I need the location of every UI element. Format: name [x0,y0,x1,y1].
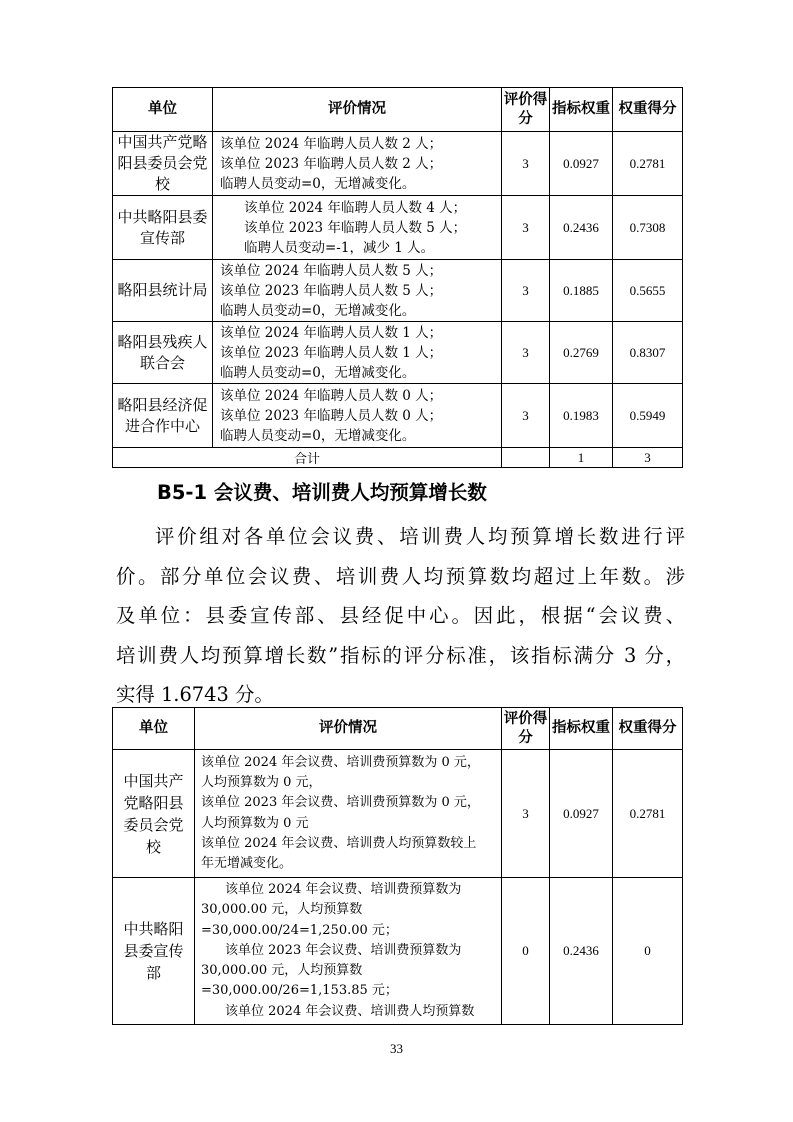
paragraph-line: 及单位：县委宣传部、县经促中心。因此，根据“会议费、 [116,604,685,627]
score-cell: 0 [502,878,550,1025]
unit-cell: 中共略阳县委宣传部 [113,878,195,1025]
eval-line: 临聘人员变动=0，无增减变化。 [220,302,416,319]
eval-line: 该单位 2024 年临聘人员人数 5 人； [220,262,443,279]
eval-cell [213,384,502,448]
header-weighted: 权重得分 [613,708,683,750]
total-row [113,448,683,468]
paragraph-line: 实得 1.6743 分。 [116,683,274,706]
score-cell: 3 [502,132,550,196]
header-eval: 评价情况 [195,708,502,750]
weight-cell: 0.1983 [550,384,613,448]
budget-table [112,707,683,1025]
header-weighted: 权重得分 [613,88,683,132]
unit-cell: 略阳县经济促进合作中心 [113,384,213,448]
staff-table [112,87,683,468]
score-cell: 3 [502,750,550,878]
eval-cell [195,750,502,878]
eval-line: 该单位 2024 年临聘人员人数 4 人； [244,199,467,216]
paragraph-line: 评价组对各单位会议费、培训费人均预算增长数进行评 [155,525,685,548]
header-weight: 指标权重 [550,88,613,132]
eval-line: 该单位 2023 年临聘人员人数 0 人； [220,407,443,424]
score-cell: 3 [502,384,550,448]
unit-cell: 中国共产党略阳县委员会党校 [113,132,213,196]
eval-cell [195,878,502,1025]
weight-cell: 0.2436 [550,196,613,260]
weight-cell: 0.0927 [550,132,613,196]
weighted-cell: 0.2781 [613,750,683,878]
eval-line: 该单位 2023 年临聘人员人数 5 人； [244,219,467,236]
eval-line: =30,000.00/24=1,250.00 元； [201,922,398,938]
total-score-cell [502,448,550,468]
paragraph-line: 价。部分单位会议费、培训费人均预算数均超过上年数。涉 [116,564,685,588]
page-number: 33 [390,1041,403,1056]
eval-line: =30,000.00/26=1,153.85 元； [201,983,398,999]
eval-line: 该单位 2023 年会议费、培训费预算数为 0 元， [201,795,480,811]
weight-cell: 0.2769 [550,322,613,384]
unit-cell: 中国共产党略阳县委员会党校 [113,750,195,878]
eval-line: 该单位 2024 年会议费、培训费人均预算数较上 [201,835,477,851]
weight-cell: 0.2436 [550,878,613,1025]
header-score: 评价得分 [502,88,550,132]
unit-cell: 略阳县残疾人联合会 [113,322,213,384]
section-heading: B5-1 会议费、培训费人均预算增长数 [157,481,487,504]
eval-line: 该单位 2024 年临聘人员人数 1 人； [220,324,443,341]
table-row [113,384,683,448]
score-cell: 3 [502,260,550,322]
eval-line: 该单位 2023 年临聘人员人数 2 人； [220,155,443,172]
table-row [113,750,683,878]
eval-line: 该单位 2024 年临聘人员人数 0 人； [220,387,443,404]
unit-cell: 略阳县统计局 [113,260,213,322]
weight-cell: 0.0927 [550,750,613,878]
eval-line: 该单位 2023 年临聘人员人数 1 人； [220,344,443,361]
header-eval: 评价情况 [213,88,502,132]
table-header-row [113,708,683,750]
header-unit: 单位 [113,708,195,750]
section-paragraph [116,517,685,715]
eval-line: 临聘人员变动=-1，减少 1 人。 [244,239,435,256]
score-cell: 3 [502,322,550,384]
table-row [113,322,683,384]
total-weight: 1 [550,448,613,468]
table-row [113,196,683,260]
eval-line: 该单位 2023 年会议费、培训费预算数为 [225,942,462,958]
eval-line: 该单位 2024 年临聘人员人数 2 人； [220,135,443,152]
eval-line: 人均预算数为 0 元， [201,774,322,790]
header-score: 评价得分 [502,708,550,750]
eval-cell [213,196,502,260]
weighted-cell: 0.5949 [613,384,683,448]
unit-cell: 中共略阳县委宣传部 [113,196,213,260]
weight-cell: 0.1885 [550,260,613,322]
weighted-cell: 0.7308 [613,196,683,260]
eval-line: 临聘人员变动=0，无增减变化。 [220,175,416,192]
weighted-cell: 0.2781 [613,132,683,196]
paragraph-line: 培训费人均预算增长数”指标的评分标准，该指标满分 3 分， [116,643,685,667]
table-row [113,878,683,1025]
header-weight: 指标权重 [550,708,613,750]
eval-line: 该单位 2023 年临聘人员人数 5 人； [220,282,443,299]
weighted-cell: 0.5655 [613,260,683,322]
weighted-cell: 0 [613,878,683,1025]
table-row [113,132,683,196]
header-unit: 单位 [113,88,213,132]
eval-line: 30,000.00 元，人均预算数 [201,963,363,979]
table-header-row [113,88,683,132]
eval-line: 年无增减变化。 [201,856,293,872]
eval-line: 临聘人员变动=0，无增减变化。 [220,427,416,444]
eval-line: 该单位 2024 年会议费、培训费人均预算数 [225,1003,475,1019]
total-weighted: 3 [613,448,683,468]
eval-cell [213,260,502,322]
eval-line: 该单位 2024 年会议费、培训费预算数为 0 元， [201,754,480,770]
weighted-cell: 0.8307 [613,322,683,384]
eval-cell [213,132,502,196]
eval-cell [213,322,502,384]
eval-line: 人均预算数为 0 元 [201,815,309,831]
eval-line: 该单位 2024 年会议费、培训费预算数为 [225,881,462,897]
eval-line: 30,000.00 元，人均预算数 [201,902,363,918]
score-cell: 3 [502,196,550,260]
table-row [113,260,683,322]
total-label: 合计 [113,448,502,468]
eval-line: 临聘人员变动=0，无增减变化。 [220,364,416,381]
